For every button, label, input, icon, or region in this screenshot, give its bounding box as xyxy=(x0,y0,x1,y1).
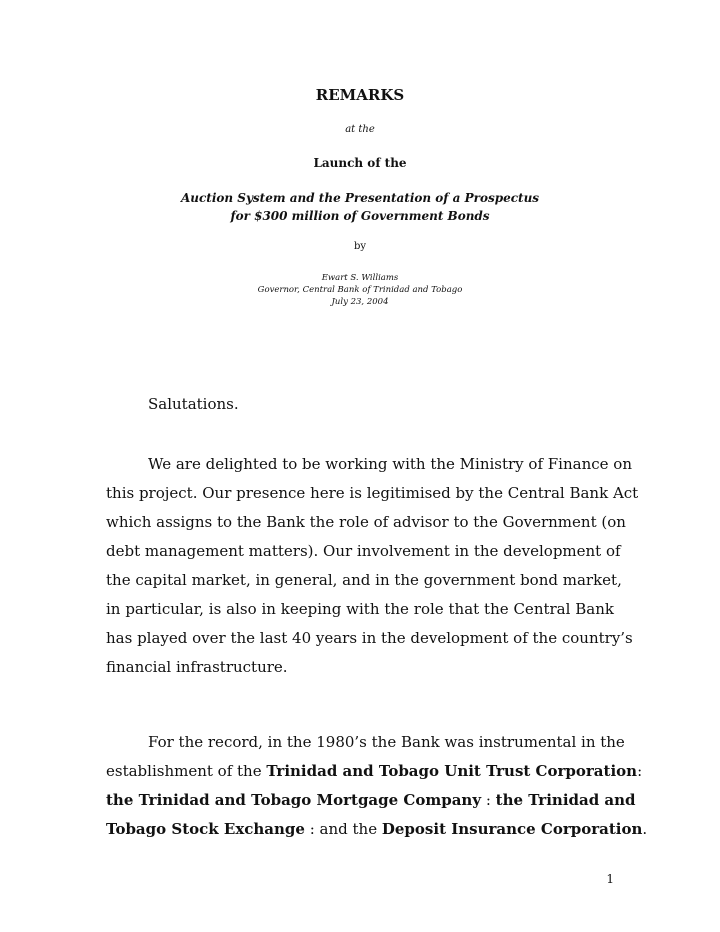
paragraph-text: establishment of the xyxy=(106,762,267,780)
paragraph-line xyxy=(106,759,643,783)
subject-block xyxy=(0,189,720,225)
organization-name: the Trinidad and Tobago Mortgage Company xyxy=(106,791,482,809)
organization-name: the Trinidad and xyxy=(495,791,636,809)
document-title: REMARKS xyxy=(315,86,405,104)
page-number: 1 xyxy=(606,872,614,886)
paragraph-line: We are delighted to be working with the Ministry of Finance on xyxy=(148,455,632,473)
organization-name: Deposit Insurance Corporation xyxy=(381,820,643,838)
author-position: Governor, Central Bank of Trinidad and Tobago xyxy=(257,285,463,295)
subject-line-2: for $300 million of Government Bonds xyxy=(230,209,490,223)
paragraph-text: : xyxy=(637,762,643,780)
paragraph-text: : and the xyxy=(304,820,382,838)
paragraph-line: has played over the last 40 years in the development of the country’s xyxy=(106,629,633,647)
paragraph-line: this project. Our presence here is legitimised by the Central Bank Act xyxy=(106,484,639,502)
paragraph-text: : xyxy=(481,791,496,809)
salutation: Salutations. xyxy=(148,395,239,413)
speech-date: July 23, 2004 xyxy=(331,297,389,307)
subject-line-1: Auction System and the Presentation of a Prospectus xyxy=(180,191,540,205)
by-text: by xyxy=(353,241,367,252)
paragraph-line xyxy=(106,817,648,841)
paragraph-line: debt management matters). Our involvement in the development of xyxy=(106,542,621,560)
paragraph-text: . xyxy=(642,820,648,838)
at-the-text: at the xyxy=(345,124,375,135)
paragraph-line: financial infrastructure. xyxy=(106,658,288,676)
paragraph-line: the capital market, in general, and in the government bond market, xyxy=(106,571,622,589)
organization-name: Trinidad and Tobago Unit Trust Corporation xyxy=(266,762,638,780)
organization-name: Tobago Stock Exchange xyxy=(106,820,305,838)
launch-text: Launch of the xyxy=(313,156,407,170)
paragraph-line xyxy=(106,788,636,812)
author-name: Ewart S. Williams xyxy=(321,273,399,283)
author-block xyxy=(0,272,720,308)
paragraph-line: which assigns to the Bank the role of advisor to the Government (on xyxy=(106,513,626,531)
paragraph-line: in particular, is also in keeping with the role that the Central Bank xyxy=(106,600,614,618)
paragraph-line: For the record, in the 1980’s the Bank was instrumental in the xyxy=(148,733,625,751)
